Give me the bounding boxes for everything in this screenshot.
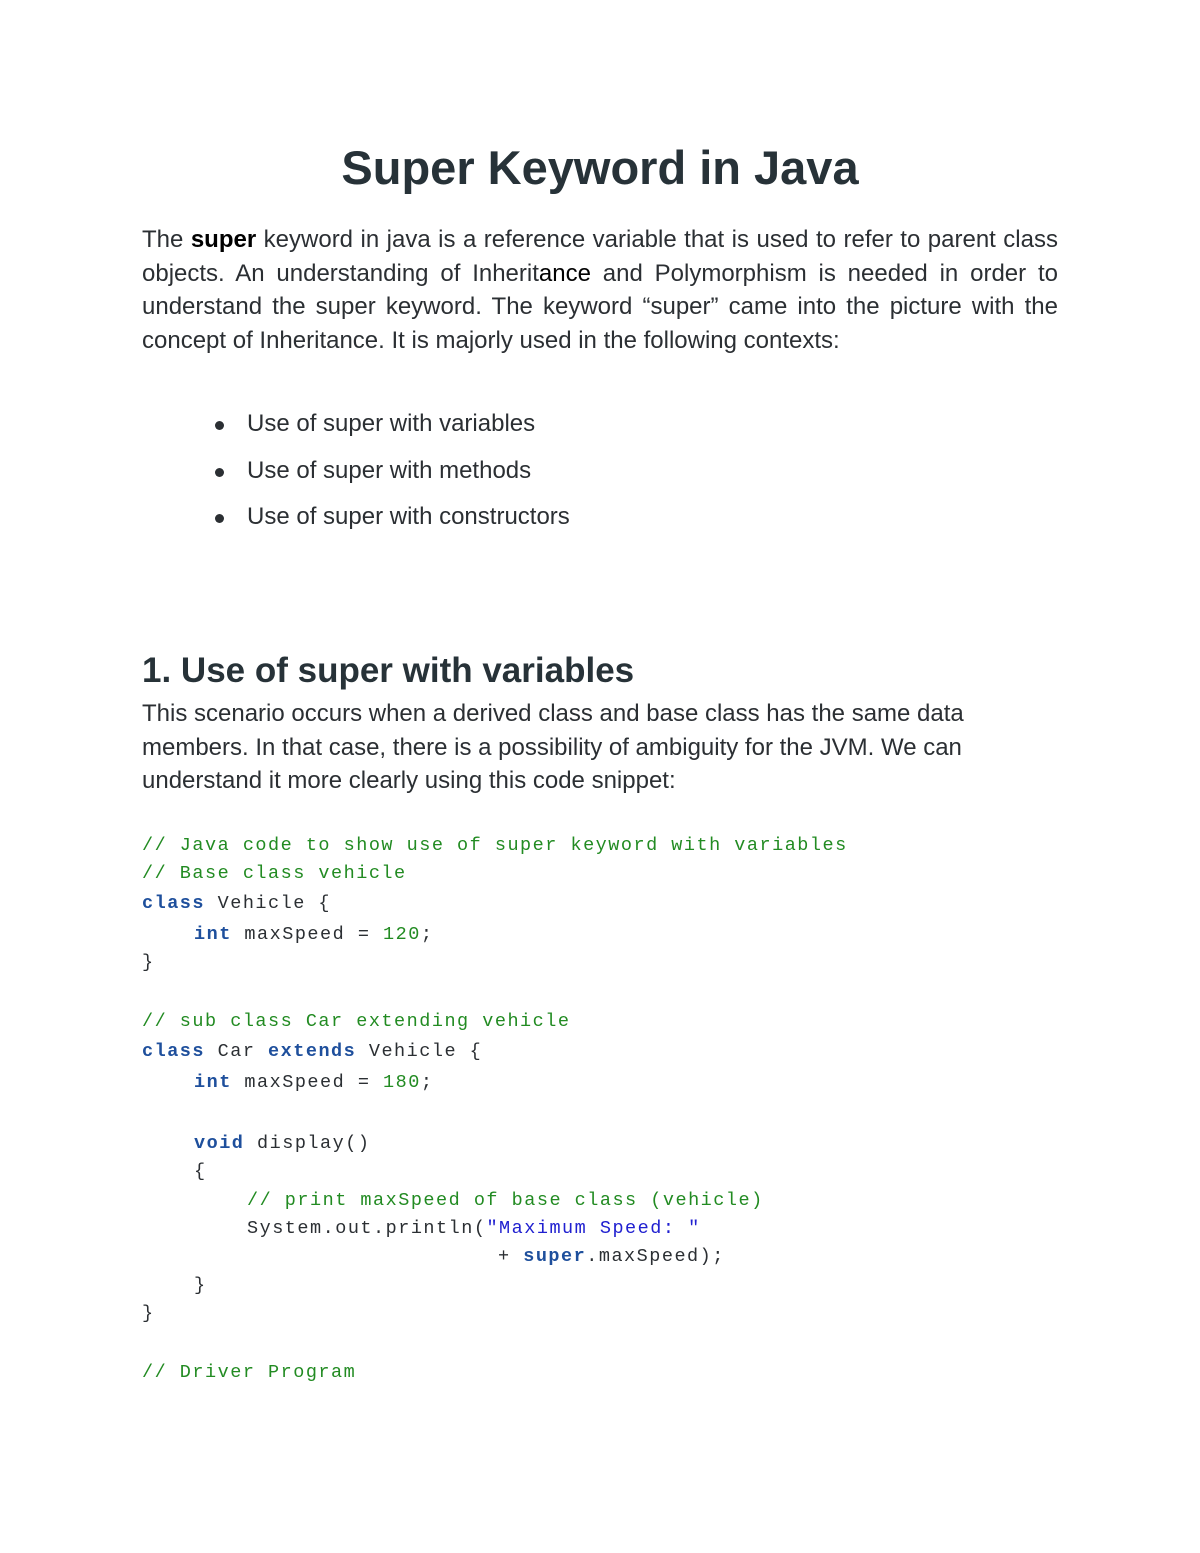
code-line [194,920,433,949]
intro-text-1: The [142,226,191,253]
code-line-comment: // Base class vehicle [142,863,407,884]
intro-text-2: keyword in java is a reference variable that is used to refer to parent class objects. An understanding of Inherit [142,226,1058,287]
code-line-comment: // print maxSpeed of base class (vehicle) [247,1190,764,1211]
code-line [142,889,331,918]
list-item [142,451,570,498]
intro-paragraph [142,223,1058,357]
list-item-label: Use of super with variables [247,410,536,437]
list-item-label: Use of super with methods [247,456,532,484]
code-number: 120 [383,924,421,945]
code-keyword: extends [268,1041,357,1062]
list-item [142,404,570,451]
code-text: ; [420,924,434,945]
code-line-comment: // sub class Car extending vehicle [142,1011,571,1032]
code-text: Vehicle { [356,1041,483,1062]
bullet-icon [215,514,224,523]
list-item-label: Use of super with constructors [247,503,570,530]
code-line: } [142,952,155,973]
code-line [194,1068,433,1097]
code-keyword: class [142,893,206,914]
code-line-comment: // Driver Program [142,1362,357,1383]
code-line: { [194,1161,207,1182]
code-line [247,1214,701,1243]
section-paragraph: This scenario occurs when a derived class and base class has the same data members. In that case, there is a possibility of ambiguity for the JVM. We can understand it more clearly using this code snippet: [142,700,964,794]
code-number: 180 [383,1072,421,1093]
code-text: ; [420,1072,434,1093]
code-string: "Maximum Speed: " [486,1218,701,1239]
context-list [142,404,570,544]
code-keyword: int [194,924,232,945]
page-title: Super Keyword in Java [341,141,859,194]
code-text: .maxSpeed); [586,1246,725,1267]
code-text: maxSpeed = [231,924,384,945]
code-line [194,1129,370,1158]
code-text: System.out.println( [247,1218,487,1239]
intro-text-dark: ance [538,259,591,287]
code-text: maxSpeed = [231,1072,384,1093]
bullet-icon [215,421,224,430]
code-keyword: class [142,1041,206,1062]
section-heading: 1. Use of super with variables [142,651,635,690]
code-keyword: void [194,1133,245,1154]
code-text: + [498,1246,524,1267]
code-line: } [194,1275,207,1296]
intro-bold-super: super [190,226,257,253]
list-item [142,497,570,544]
intro-text-3: and Polymorphism is needed in order to understand the super keyword. The keyword “super” came into the picture with the concept of Inheritance. It is majorly used in the following contexts: [142,259,1058,354]
bullet-icon [215,468,224,477]
code-line-comment: // Java code to show use of super keyword with variables [142,835,848,856]
code-line: } [142,1303,155,1324]
code-text: Vehicle { [205,893,332,914]
code-keyword: super [523,1246,587,1267]
code-text: display() [244,1133,371,1154]
code-line [142,1037,482,1066]
code-keyword: int [194,1072,232,1093]
code-line [498,1242,725,1271]
code-text: Car [205,1041,269,1062]
